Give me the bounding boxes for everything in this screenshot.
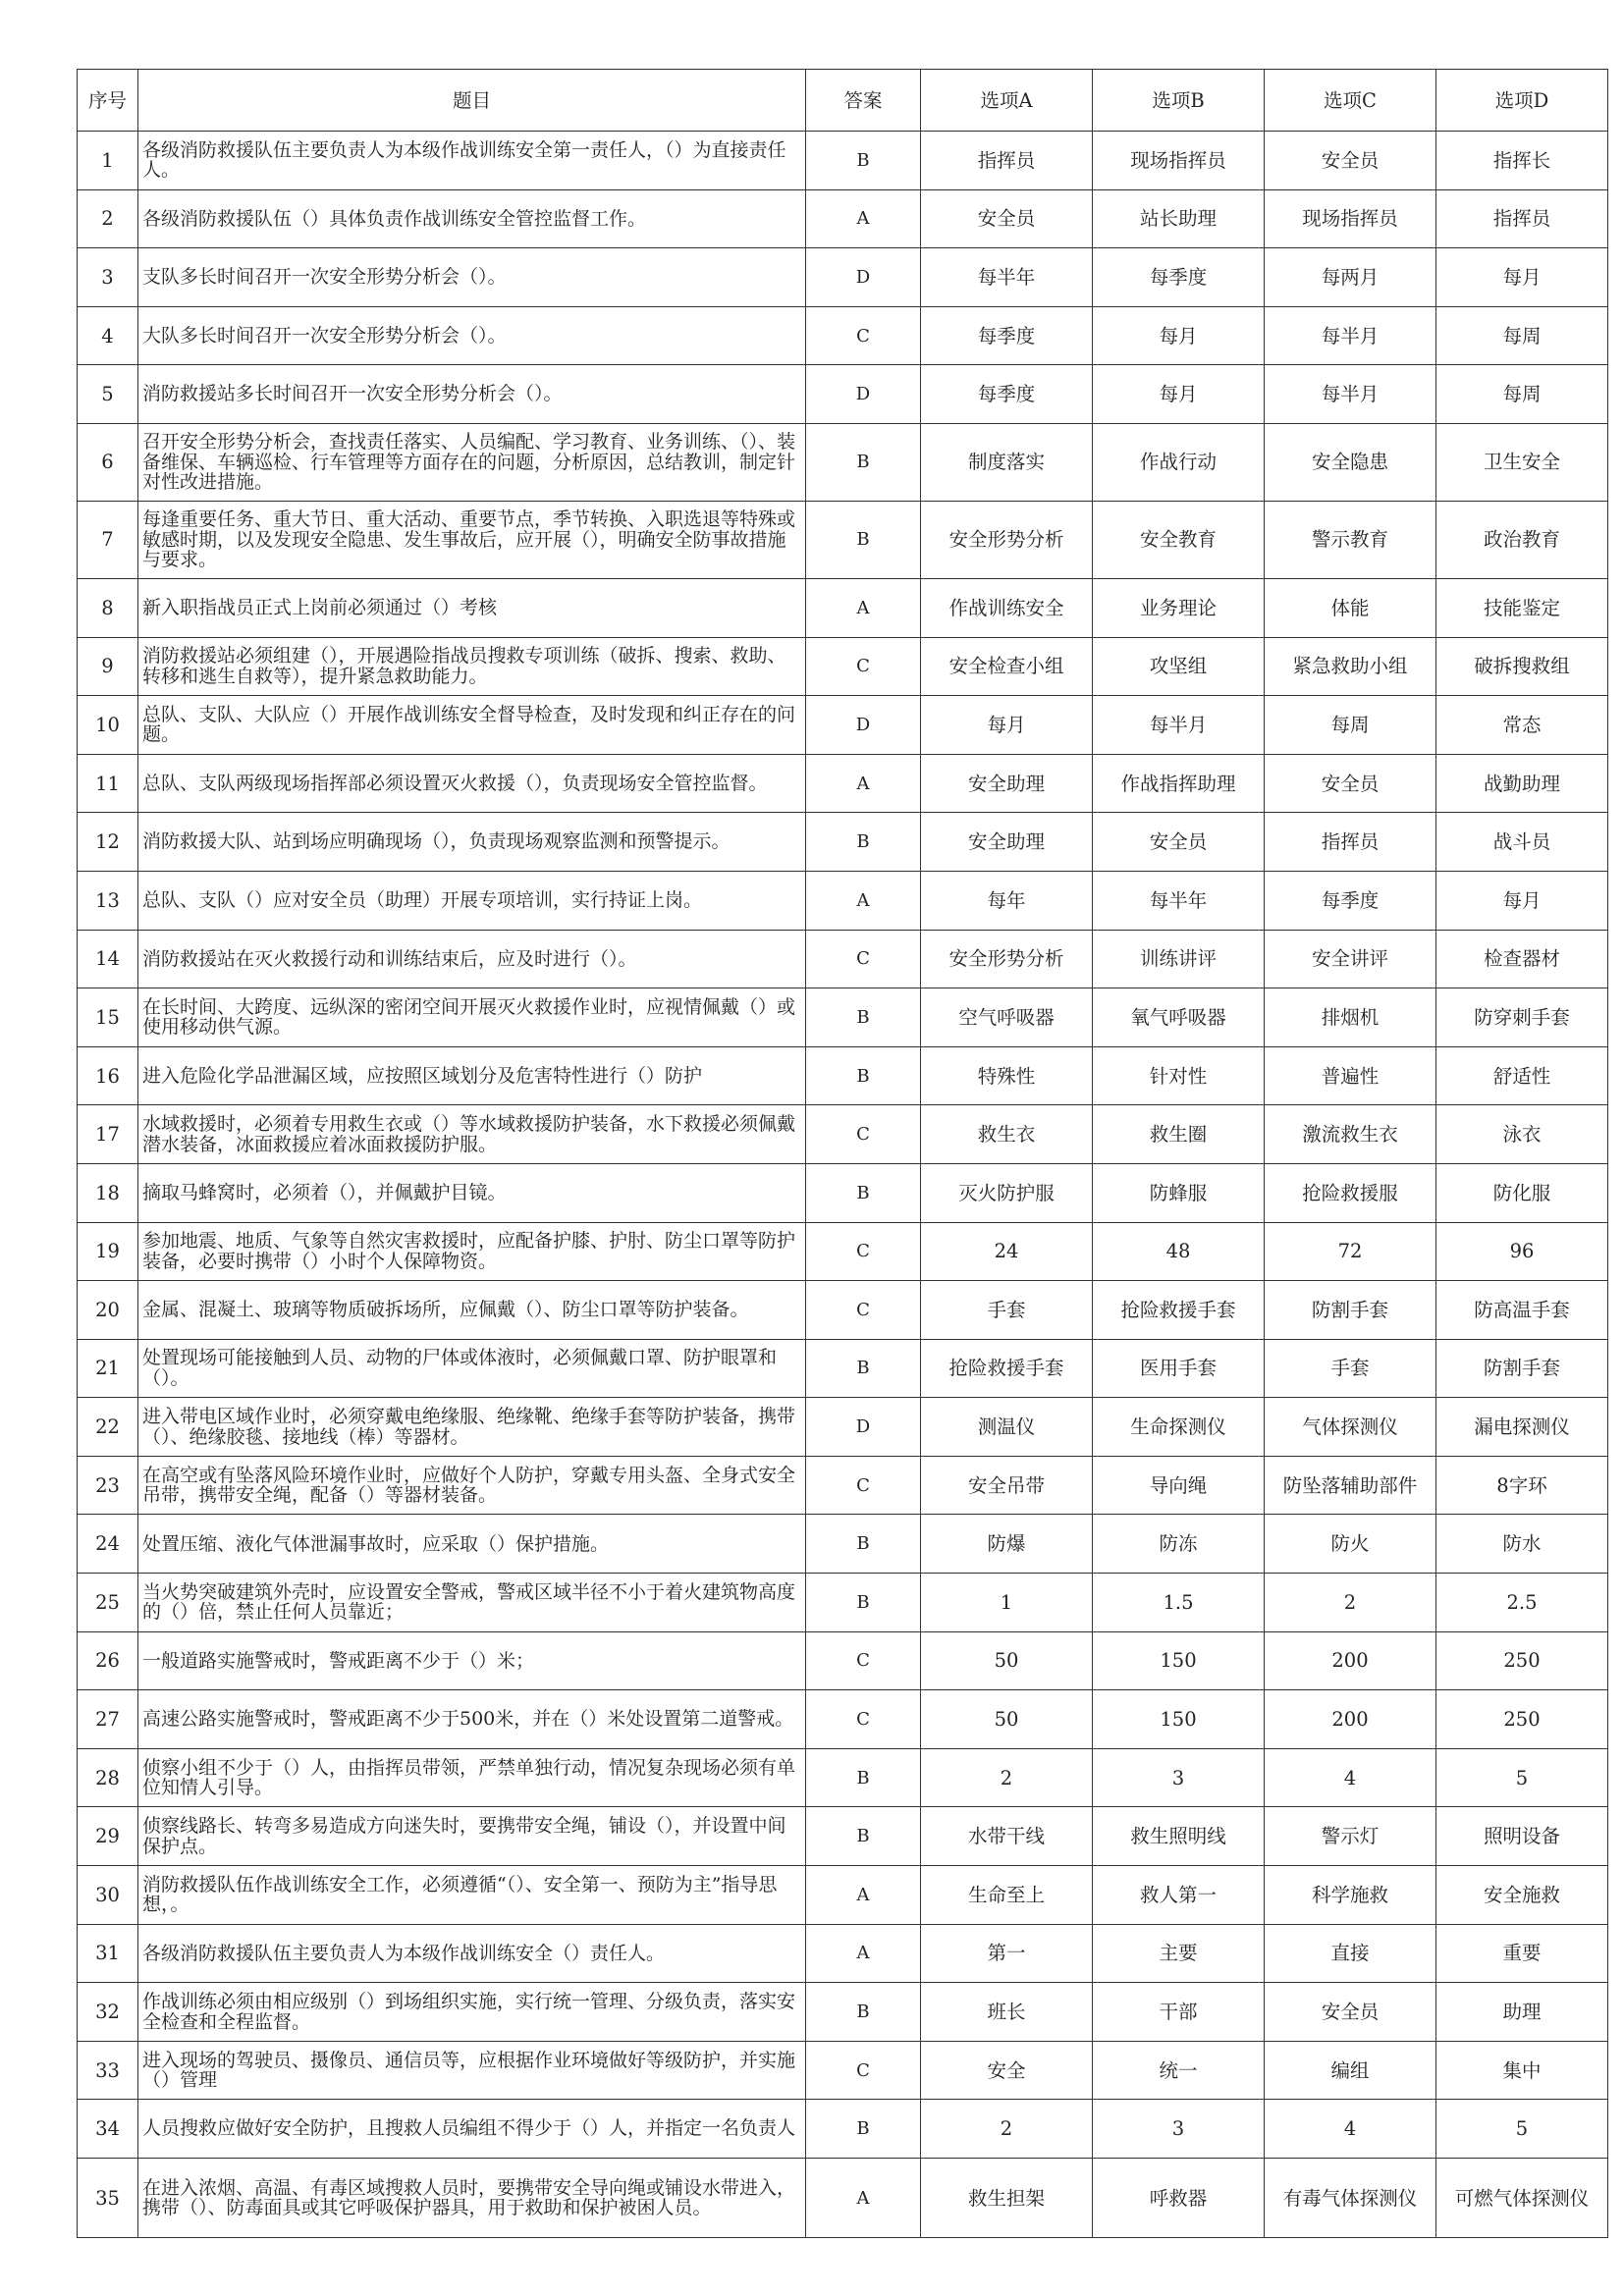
option-c: 紧急救助小组 [1265,637,1436,696]
row-number: 29 [78,1807,138,1866]
answer: C [806,1222,921,1281]
option-a: 24 [921,1222,1093,1281]
option-a: 2 [921,1748,1093,1807]
table-row [78,930,1608,988]
row-number: 4 [78,306,138,365]
table-row [78,248,1608,307]
option-a: 测温仪 [921,1398,1093,1457]
row-number: 31 [78,1924,138,1983]
answer: A [806,1866,921,1925]
row-number: 3 [78,248,138,307]
option-c: 直接 [1265,1924,1436,1983]
table-row [78,306,1608,365]
option-a: 防爆 [921,1515,1093,1574]
row-number: 1 [78,132,138,190]
question-text: 大队多长时间召开一次安全形势分析会（）。 [138,306,806,365]
option-c: 4 [1265,1748,1436,1807]
option-b: 导向绳 [1093,1456,1265,1515]
answer: C [806,2041,921,2100]
answer: C [806,930,921,988]
option-a: 救生衣 [921,1105,1093,1164]
question-text: 处置现场可能接触到人员、动物的尸体或体液时，必须佩戴口罩、防护眼罩和（）。 [138,1339,806,1398]
option-b: 针对性 [1093,1046,1265,1105]
option-d: 可燃气体探测仪 [1436,2159,1608,2238]
option-b: 攻坚组 [1093,637,1265,696]
option-a: 每月 [921,696,1093,755]
table-row [78,988,1608,1047]
option-c: 排烟机 [1265,988,1436,1047]
table-row [78,1574,1608,1632]
option-a: 1 [921,1574,1093,1632]
row-number: 22 [78,1398,138,1457]
option-c: 安全员 [1265,132,1436,190]
option-a: 指挥员 [921,132,1093,190]
answer: B [806,988,921,1047]
question-text: 召开安全形势分析会，查找责任落实、人员编配、学习教育、业务训练、（）、装备维保、车辆巡检、行车管理等方面存在的问题，分析原因，总结教训，制定针对性改进措施。 [138,423,806,501]
table-row [78,2041,1608,2100]
option-c: 气体探测仪 [1265,1398,1436,1457]
answer: A [806,189,921,248]
option-c: 200 [1265,1631,1436,1690]
table-row [78,871,1608,930]
answer: D [806,696,921,755]
option-d: 防化服 [1436,1163,1608,1222]
option-b: 抢险救援手套 [1093,1281,1265,1340]
row-number: 6 [78,423,138,501]
option-d: 战斗员 [1436,813,1608,872]
question-text: 摘取马蜂窝时，必须着（），并佩戴护目镜。 [138,1163,806,1222]
row-number: 15 [78,988,138,1047]
option-a: 安全助理 [921,813,1093,872]
question-text: 侦察小组不少于（）人，由指挥员带领，严禁单独行动，情况复杂现场必须有单位知情人引导。 [138,1748,806,1807]
row-number: 24 [78,1515,138,1574]
option-d: 安全施救 [1436,1866,1608,1925]
option-a: 水带干线 [921,1807,1093,1866]
table-row [78,1222,1608,1281]
question-text: 各级消防救援队伍主要负责人为本级作战训练安全第一责任人，（）为直接责任人。 [138,132,806,190]
table-row [78,1046,1608,1105]
option-c: 2 [1265,1574,1436,1632]
question-text: 进入带电区域作业时，必须穿戴电绝缘服、绝缘靴、绝缘手套等防护装备，携带（）、绝缘胶毯、接地线（棒）等器材。 [138,1398,806,1457]
table-row [78,1690,1608,1749]
row-number: 33 [78,2041,138,2100]
option-d: 250 [1436,1690,1608,1749]
answer: B [806,813,921,872]
answer: B [806,1983,921,2042]
option-b: 防蜂服 [1093,1163,1265,1222]
option-d: 战勤助理 [1436,754,1608,813]
question-text: 消防救援队伍作战训练安全工作，必须遵循“（）、安全第一、预防为主”指导思想，。 [138,1866,806,1925]
question-text: 总队、支队两级现场指挥部必须设置灭火救援（），负责现场安全管控监督。 [138,754,806,813]
answer: A [806,871,921,930]
option-a: 班长 [921,1983,1093,2042]
table-row [78,1163,1608,1222]
option-d: 漏电探测仪 [1436,1398,1608,1457]
option-d: 卫生安全 [1436,423,1608,501]
row-number: 5 [78,365,138,424]
option-a: 空气呼吸器 [921,988,1093,1047]
option-c: 警示教育 [1265,501,1436,578]
option-b: 生命探测仪 [1093,1398,1265,1457]
option-c: 防火 [1265,1515,1436,1574]
option-a: 每季度 [921,306,1093,365]
option-b: 每月 [1093,365,1265,424]
row-number: 35 [78,2159,138,2238]
question-text: 侦察线路长、转弯多易造成方向迷失时，要携带安全绳，铺设（），并设置中间保护点。 [138,1807,806,1866]
table-row [78,578,1608,637]
answer: B [806,1574,921,1632]
option-a: 每半年 [921,248,1093,307]
answer: B [806,1748,921,1807]
table-row [78,2159,1608,2238]
option-d: 96 [1436,1222,1608,1281]
option-c: 安全讲评 [1265,930,1436,988]
option-b: 站长助理 [1093,189,1265,248]
option-d: 每月 [1436,248,1608,307]
option-b: 3 [1093,1748,1265,1807]
option-a: 特殊性 [921,1046,1093,1105]
option-d: 泳衣 [1436,1105,1608,1164]
table-row [78,1866,1608,1925]
question-text: 各级消防救援队伍（）具体负责作战训练安全管控监督工作。 [138,189,806,248]
option-c: 激流救生衣 [1265,1105,1436,1164]
option-d: 常态 [1436,696,1608,755]
row-number: 20 [78,1281,138,1340]
option-c: 防割手套 [1265,1281,1436,1340]
option-d: 防穿刺手套 [1436,988,1608,1047]
question-text: 消防救援站多长时间召开一次安全形势分析会（）。 [138,365,806,424]
header-option-a: 选项A [921,70,1093,132]
answer: A [806,754,921,813]
option-d: 集中 [1436,2041,1608,2100]
option-c: 200 [1265,1690,1436,1749]
table-row [78,1398,1608,1457]
option-d: 技能鉴定 [1436,578,1608,637]
option-d: 重要 [1436,1924,1608,1983]
option-a: 安全员 [921,189,1093,248]
answer: B [806,2100,921,2159]
option-c: 手套 [1265,1339,1436,1398]
option-a: 安全形势分析 [921,501,1093,578]
answer: A [806,1924,921,1983]
option-b: 3 [1093,2100,1265,2159]
option-b: 业务理论 [1093,578,1265,637]
row-number: 17 [78,1105,138,1164]
option-b: 训练讲评 [1093,930,1265,988]
answer: B [806,132,921,190]
option-a: 安全检查小组 [921,637,1093,696]
row-number: 30 [78,1866,138,1925]
question-text: 新入职指战员正式上岗前必须通过（）考核 [138,578,806,637]
table-row [78,1924,1608,1983]
row-number: 12 [78,813,138,872]
table-row [78,365,1608,424]
option-c: 安全员 [1265,754,1436,813]
option-c: 有毒气体探测仪 [1265,2159,1436,2238]
option-c: 体能 [1265,578,1436,637]
answer: B [806,1515,921,1574]
option-c: 4 [1265,2100,1436,2159]
option-a: 安全 [921,2041,1093,2100]
option-b: 氧气呼吸器 [1093,988,1265,1047]
header-option-b: 选项B [1093,70,1265,132]
question-text: 消防救援站必须组建（），开展遇险指战员搜救专项训练（破拆、搜索、救助、转移和逃生自救等），提升紧急救助能力。 [138,637,806,696]
option-b: 每半年 [1093,871,1265,930]
option-d: 8字环 [1436,1456,1608,1515]
option-a: 生命至上 [921,1866,1093,1925]
row-number: 14 [78,930,138,988]
option-b: 救生照明线 [1093,1807,1265,1866]
table-row [78,1456,1608,1515]
row-number: 26 [78,1631,138,1690]
answer: C [806,1690,921,1749]
option-b: 作战行动 [1093,423,1265,501]
option-c: 警示灯 [1265,1807,1436,1866]
option-b: 防冻 [1093,1515,1265,1574]
question-text: 金属、混凝土、玻璃等物质破拆场所，应佩戴（）、防尘口罩等防护装备。 [138,1281,806,1340]
row-number: 34 [78,2100,138,2159]
option-d: 5 [1436,1748,1608,1807]
question-text: 水域救援时，必须着专用救生衣或（）等水域救援防护装备，水下救援必须佩戴潜水装备，冰面救援应着冰面救援防护服。 [138,1105,806,1164]
option-d: 2.5 [1436,1574,1608,1632]
row-number: 9 [78,637,138,696]
question-text: 在进入浓烟、高温、有毒区域搜救人员时，要携带安全导向绳或铺设水带进入，携带（）、防毒面具或其它呼吸保护器具，用于救助和保护被困人员。 [138,2159,806,2238]
option-c: 编组 [1265,2041,1436,2100]
row-number: 21 [78,1339,138,1398]
answer: C [806,637,921,696]
option-a: 50 [921,1690,1093,1749]
option-b: 作战指挥助理 [1093,754,1265,813]
table-row [78,1807,1608,1866]
table-row [78,1631,1608,1690]
option-d: 检查器材 [1436,930,1608,988]
option-d: 250 [1436,1631,1608,1690]
question-text: 作战训练必须由相应级别（）到场组织实施，实行统一管理、分级负责，落实安全检查和全程监督。 [138,1983,806,2042]
question-text: 参加地震、地质、气象等自然灾害救援时，应配备护膝、护肘、防尘口罩等防护装备，必要时携带（）小时个人保障物资。 [138,1222,806,1281]
option-b: 救生圈 [1093,1105,1265,1164]
option-b: 安全教育 [1093,501,1265,578]
question-text: 一般道路实施警戒时，警戒距离不少于（）米； [138,1631,806,1690]
answer: A [806,2159,921,2238]
table-row [78,1105,1608,1164]
option-d: 助理 [1436,1983,1608,2042]
row-number: 2 [78,189,138,248]
table-row [78,2100,1608,2159]
question-text: 高速公路实施警戒时，警戒距离不少于500米，并在（）米处设置第二道警戒。 [138,1690,806,1749]
answer: C [806,1456,921,1515]
option-a: 灭火防护服 [921,1163,1093,1222]
table-row [78,754,1608,813]
option-a: 安全助理 [921,754,1093,813]
option-b: 主要 [1093,1924,1265,1983]
option-d: 每周 [1436,306,1608,365]
header-question: 题目 [138,70,806,132]
row-number: 25 [78,1574,138,1632]
option-a: 抢险救援手套 [921,1339,1093,1398]
row-number: 27 [78,1690,138,1749]
option-a: 制度落实 [921,423,1093,501]
option-c: 指挥员 [1265,813,1436,872]
option-d: 防割手套 [1436,1339,1608,1398]
question-text: 总队、支队（）应对安全员（助理）开展专项培训，实行持证上岗。 [138,871,806,930]
row-number: 32 [78,1983,138,2042]
option-b: 48 [1093,1222,1265,1281]
header-option-d: 选项D [1436,70,1608,132]
option-a: 每年 [921,871,1093,930]
row-number: 18 [78,1163,138,1222]
option-c: 每季度 [1265,871,1436,930]
answer: C [806,1281,921,1340]
question-text: 消防救援大队、站到场应明确现场（），负责现场观察监测和预警提示。 [138,813,806,872]
option-a: 第一 [921,1924,1093,1983]
question-text: 支队多长时间召开一次安全形势分析会（）。 [138,248,806,307]
option-b: 每半月 [1093,696,1265,755]
option-b: 统一 [1093,2041,1265,2100]
question-text: 人员搜救应做好安全防护，且搜救人员编组不得少于（）人，并指定一名负责人 [138,2100,806,2159]
question-table [77,69,1608,2238]
option-d: 指挥长 [1436,132,1608,190]
question-text: 在长时间、大跨度、远纵深的密闭空间开展灭火救援作业时，应视情佩戴（）或使用移动供气源。 [138,988,806,1047]
answer: B [806,1046,921,1105]
option-c: 科学施救 [1265,1866,1436,1925]
header-answer: 答案 [806,70,921,132]
table-row [78,813,1608,872]
table-row [78,501,1608,578]
answer: A [806,578,921,637]
option-b: 安全员 [1093,813,1265,872]
option-d: 每月 [1436,871,1608,930]
option-d: 破拆搜救组 [1436,637,1608,696]
row-number: 19 [78,1222,138,1281]
option-c: 每周 [1265,696,1436,755]
table-row [78,132,1608,190]
question-text: 进入危险化学品泄漏区域，应按照区域划分及危害特性进行（）防护 [138,1046,806,1105]
question-text: 进入现场的驾驶员、摄像员、通信员等，应根据作业环境做好等级防护，并实施（）管理 [138,2041,806,2100]
option-d: 指挥员 [1436,189,1608,248]
header-option-c: 选项C [1265,70,1436,132]
option-c: 每两月 [1265,248,1436,307]
option-c: 每半月 [1265,365,1436,424]
option-a: 安全吊带 [921,1456,1093,1515]
option-b: 干部 [1093,1983,1265,2042]
answer: C [806,306,921,365]
question-text: 各级消防救援队伍主要负责人为本级作战训练安全（）责任人。 [138,1924,806,1983]
option-a: 手套 [921,1281,1093,1340]
table-row [78,1983,1608,2042]
table-row [78,1748,1608,1807]
option-b: 每月 [1093,306,1265,365]
option-a: 50 [921,1631,1093,1690]
table-row [78,1515,1608,1574]
option-c: 安全员 [1265,1983,1436,2042]
option-d: 防水 [1436,1515,1608,1574]
table-row [78,637,1608,696]
option-c: 防坠落辅助部件 [1265,1456,1436,1515]
question-text: 总队、支队、大队应（）开展作战训练安全督导检查，及时发现和纠正存在的问题。 [138,696,806,755]
option-b: 救人第一 [1093,1866,1265,1925]
answer: C [806,1631,921,1690]
table-row [78,423,1608,501]
option-a: 作战训练安全 [921,578,1093,637]
row-number: 23 [78,1456,138,1515]
row-number: 13 [78,871,138,930]
table-row [78,1339,1608,1398]
option-d: 每周 [1436,365,1608,424]
option-b: 每季度 [1093,248,1265,307]
row-number: 10 [78,696,138,755]
question-text: 当火势突破建筑外壳时，应设置安全警戒，警戒区域半径不小于着火建筑物高度的（）倍，禁止任何人员靠近； [138,1574,806,1632]
table-row [78,696,1608,755]
option-c: 72 [1265,1222,1436,1281]
answer: B [806,1163,921,1222]
option-b: 150 [1093,1631,1265,1690]
option-a: 救生担架 [921,2159,1093,2238]
option-d: 照明设备 [1436,1807,1608,1866]
option-b: 1.5 [1093,1574,1265,1632]
table-row [78,189,1608,248]
option-b: 呼救器 [1093,2159,1265,2238]
row-number: 28 [78,1748,138,1807]
question-text: 处置压缩、液化气体泄漏事故时，应采取（）保护措施。 [138,1515,806,1574]
option-a: 2 [921,2100,1093,2159]
row-number: 7 [78,501,138,578]
option-a: 安全形势分析 [921,930,1093,988]
option-a: 每季度 [921,365,1093,424]
option-c: 现场指挥员 [1265,189,1436,248]
answer: C [806,1105,921,1164]
answer: B [806,1339,921,1398]
option-c: 抢险救援服 [1265,1163,1436,1222]
option-b: 现场指挥员 [1093,132,1265,190]
header-no: 序号 [78,70,138,132]
row-number: 16 [78,1046,138,1105]
option-b: 医用手套 [1093,1339,1265,1398]
row-number: 8 [78,578,138,637]
option-c: 普遍性 [1265,1046,1436,1105]
table-header-row [78,70,1608,132]
answer: D [806,1398,921,1457]
answer: B [806,1807,921,1866]
row-number: 11 [78,754,138,813]
option-b: 150 [1093,1690,1265,1749]
option-c: 安全隐患 [1265,423,1436,501]
table-row [78,1281,1608,1340]
option-d: 5 [1436,2100,1608,2159]
question-text: 每逢重要任务、重大节日、重大活动、重要节点，季节转换、入职选退等特殊或敏感时期，以及发现安全隐患、发生事故后，应开展（），明确安全防事故措施与要求。 [138,501,806,578]
answer: B [806,423,921,501]
option-c: 每半月 [1265,306,1436,365]
question-text: 在高空或有坠落风险环境作业时，应做好个人防护，穿戴专用头盔、全身式安全吊带，携带安全绳，配备（）等器材装备。 [138,1456,806,1515]
option-d: 舒适性 [1436,1046,1608,1105]
answer: D [806,365,921,424]
option-d: 政治教育 [1436,501,1608,578]
answer: D [806,248,921,307]
option-d: 防高温手套 [1436,1281,1608,1340]
question-text: 消防救援站在灭火救援行动和训练结束后，应及时进行（）。 [138,930,806,988]
answer: B [806,501,921,578]
